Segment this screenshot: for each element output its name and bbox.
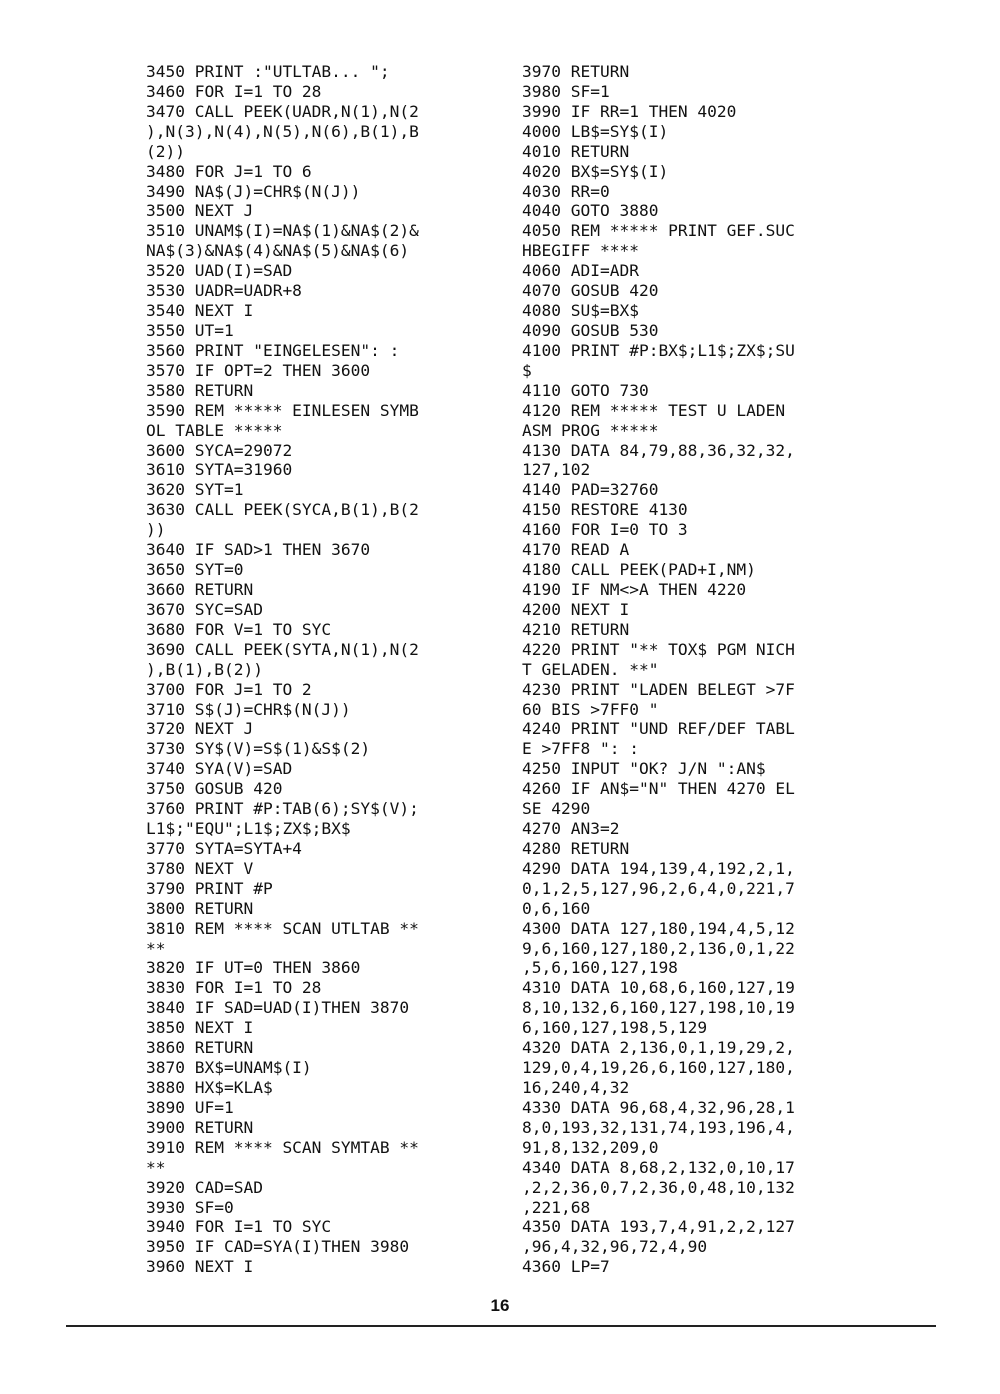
code-line: 3780 NEXT V xyxy=(146,858,254,878)
code-line: 4220 PRINT "** TOX$ PGM NICH xyxy=(522,639,795,659)
code-line: 8,10,132,6,160,127,198,10,19 xyxy=(522,998,795,1018)
code-line: ),B(1),B(2)) xyxy=(146,659,263,679)
code-line: 4010 RETURN xyxy=(522,141,630,161)
code-line: 60 BIS >7FF0 " xyxy=(522,699,659,719)
code-line: 3490 NA$(J)=CHR$(N(J)) xyxy=(146,181,361,201)
code-line: 3810 REM **** SCAN UTLTAB ** xyxy=(146,918,419,938)
code-line: (2)) xyxy=(146,141,185,161)
code-line: 3750 GOSUB 420 xyxy=(146,779,283,799)
code-line: 3550 UT=1 xyxy=(146,320,234,340)
code-line: ,221,68 xyxy=(522,1197,591,1217)
code-line: T GELADEN. **" xyxy=(522,659,659,679)
code-line: 3720 NEXT J xyxy=(146,719,254,739)
code-line: 3900 RETURN xyxy=(146,1117,254,1137)
code-line: 3520 UAD(I)=SAD xyxy=(146,261,293,281)
code-line: 4200 NEXT I xyxy=(522,599,630,619)
code-line: 3700 FOR J=1 TO 2 xyxy=(146,679,312,699)
code-line: 4340 DATA 8,68,2,132,0,10,17 xyxy=(522,1157,795,1177)
code-line: 3890 UF=1 xyxy=(146,1097,234,1117)
code-line: 3570 IF OPT=2 THEN 3600 xyxy=(146,360,371,380)
code-line: 4150 RESTORE 4130 xyxy=(522,500,688,520)
code-line: 3880 HX$=KLA$ xyxy=(146,1078,273,1098)
code-line: 91,8,132,209,0 xyxy=(522,1137,659,1157)
code-line: 3540 NEXT I xyxy=(146,301,254,321)
code-line: 3600 SYCA=29072 xyxy=(146,440,293,460)
code-line: 4110 GOTO 730 xyxy=(522,380,649,400)
code-line: 3530 UADR=UADR+8 xyxy=(146,281,302,301)
code-line: 3650 SYT=0 xyxy=(146,560,244,580)
code-line: ** xyxy=(146,1157,166,1177)
code-line: 3690 CALL PEEK(SYTA,N(1),N(2 xyxy=(146,639,419,659)
code-line: 4040 GOTO 3880 xyxy=(522,201,659,221)
code-line: 4120 REM ***** TEST U LADEN xyxy=(522,400,786,420)
code-line: 3860 RETURN xyxy=(146,1038,254,1058)
code-line: 4160 FOR I=0 TO 3 xyxy=(522,520,688,540)
page-number: 16 xyxy=(490,1296,510,1315)
code-column-right xyxy=(522,62,795,1277)
code-line: 3620 SYT=1 xyxy=(146,480,244,500)
code-line: 3970 RETURN xyxy=(522,62,630,81)
code-line: 4100 PRINT #P:BX$;L1$;ZX$;SU xyxy=(522,340,795,360)
code-line: 4320 DATA 2,136,0,1,19,29,2, xyxy=(522,1038,795,1058)
code-line: 3660 RETURN xyxy=(146,579,254,599)
code-line: 3500 NEXT J xyxy=(146,201,254,221)
code-line: 3590 REM ***** EINLESEN SYMB xyxy=(146,400,419,420)
footer-rule xyxy=(66,1325,936,1327)
code-line: 3840 IF SAD=UAD(I)THEN 3870 xyxy=(146,998,410,1018)
code-line: 4280 RETURN xyxy=(522,838,630,858)
code-line: 4300 DATA 127,180,194,4,5,12 xyxy=(522,918,795,938)
code-line: OL TABLE ***** xyxy=(146,420,283,440)
code-line: 3820 IF UT=0 THEN 3860 xyxy=(146,958,361,978)
code-line: 3850 NEXT I xyxy=(146,1018,254,1038)
code-line: 3450 PRINT :"UTLTAB... "; xyxy=(146,62,390,81)
code-line: 4030 RR=0 xyxy=(522,181,610,201)
code-line: NA$(3)&NA$(4)&NA$(5)&NA$(6) xyxy=(146,241,410,261)
code-line: 3610 SYTA=31960 xyxy=(146,460,293,480)
code-line: 4250 INPUT "OK? J/N ":AN$ xyxy=(522,759,766,779)
code-line: 9,6,160,127,180,2,136,0,1,22 xyxy=(522,938,795,958)
code-line: 3870 BX$=UNAM$(I) xyxy=(146,1058,312,1078)
code-line: 8,0,193,32,131,74,193,196,4, xyxy=(522,1117,795,1137)
code-line: 3770 SYTA=SYTA+4 xyxy=(146,838,302,858)
code-line: 3470 CALL PEEK(UADR,N(1),N(2 xyxy=(146,101,419,121)
code-line: 4050 REM ***** PRINT GEF.SUC xyxy=(522,221,795,241)
code-line: 4130 DATA 84,79,88,36,32,32, xyxy=(522,440,795,460)
code-line: ,96,4,32,96,72,4,90 xyxy=(522,1237,708,1257)
code-line: 3580 RETURN xyxy=(146,380,254,400)
code-line: 0,6,160 xyxy=(522,898,591,918)
code-line: 3930 SF=0 xyxy=(146,1197,234,1217)
code-line: 4330 DATA 96,68,4,32,96,28,1 xyxy=(522,1097,795,1117)
code-line: 3710 S$(J)=CHR$(N(J)) xyxy=(146,699,351,719)
code-line: 3640 IF SAD>1 THEN 3670 xyxy=(146,540,371,560)
code-line: 3740 SYA(V)=SAD xyxy=(146,759,293,779)
code-line: ,5,6,160,127,198 xyxy=(522,958,678,978)
code-line: 4020 BX$=SY$(I) xyxy=(522,161,669,181)
code-line: 4000 LB$=SY$(I) xyxy=(522,121,669,141)
code-line: L1$;"EQU";L1$;ZX$;BX$ xyxy=(146,819,351,839)
code-line: 4060 ADI=ADR xyxy=(522,261,639,281)
code-line: 3560 PRINT "EINGELESEN": : xyxy=(146,340,400,360)
code-line: SE 4290 xyxy=(522,799,591,819)
code-line: 3920 CAD=SAD xyxy=(146,1177,263,1197)
code-line: 4070 GOSUB 420 xyxy=(522,281,659,301)
code-line: 4290 DATA 194,139,4,192,2,1, xyxy=(522,858,795,878)
code-line: 4080 SU$=BX$ xyxy=(522,301,639,321)
code-line: 3680 FOR V=1 TO SYC xyxy=(146,619,332,639)
code-column-left xyxy=(146,62,419,1277)
code-line: 4190 IF NM<>A THEN 4220 xyxy=(522,579,747,599)
code-line: 4210 RETURN xyxy=(522,619,630,639)
code-line: E >7FF8 ": : xyxy=(522,739,639,759)
code-line: 3630 CALL PEEK(SYCA,B(1),B(2 xyxy=(146,500,419,520)
code-line: 127,102 xyxy=(522,460,591,480)
code-line: 16,240,4,32 xyxy=(522,1078,630,1098)
code-line: 0,1,2,5,127,96,2,6,4,0,221,7 xyxy=(522,878,795,898)
code-line: 4350 DATA 193,7,4,91,2,2,127 xyxy=(522,1217,795,1237)
code-line: 3910 REM **** SCAN SYMTAB ** xyxy=(146,1137,419,1157)
code-line: 3760 PRINT #P:TAB(6);SY$(V); xyxy=(146,799,419,819)
code-line: 3950 IF CAD=SYA(I)THEN 3980 xyxy=(146,1237,410,1257)
code-line: ,2,2,36,0,7,2,36,0,48,10,132 xyxy=(522,1177,795,1197)
code-line: 4240 PRINT "UND REF/DEF TABL xyxy=(522,719,795,739)
code-line: 3960 NEXT I xyxy=(146,1257,254,1277)
code-line: $ xyxy=(522,360,532,380)
code-line: 3980 SF=1 xyxy=(522,81,610,101)
code-line: 3830 FOR I=1 TO 28 xyxy=(146,978,322,998)
code-line: 3480 FOR J=1 TO 6 xyxy=(146,161,312,181)
code-line: 3730 SY$(V)=S$(1)&S$(2) xyxy=(146,739,371,759)
code-line: 4260 IF AN$="N" THEN 4270 EL xyxy=(522,779,795,799)
code-line: 4180 CALL PEEK(PAD+I,NM) xyxy=(522,560,756,580)
code-line: 4090 GOSUB 530 xyxy=(522,320,659,340)
code-line: 3670 SYC=SAD xyxy=(146,599,263,619)
code-line: ASM PROG ***** xyxy=(522,420,659,440)
code-line: 6,160,127,198,5,129 xyxy=(522,1018,708,1038)
code-line: 3510 UNAM$(I)=NA$(1)&NA$(2)& xyxy=(146,221,419,241)
code-line: HBEGIFF **** xyxy=(522,241,639,261)
code-line: 3790 PRINT #P xyxy=(146,878,273,898)
code-line: 3990 IF RR=1 THEN 4020 xyxy=(522,101,737,121)
code-line: 4230 PRINT "LADEN BELEGT >7F xyxy=(522,679,795,699)
code-line: 3460 FOR I=1 TO 28 xyxy=(146,81,322,101)
code-line: 3940 FOR I=1 TO SYC xyxy=(146,1217,332,1237)
code-line: 4360 LP=7 xyxy=(522,1257,610,1277)
code-line: 4270 AN3=2 xyxy=(522,819,620,839)
code-line: 4310 DATA 10,68,6,160,127,19 xyxy=(522,978,795,998)
code-line: ** xyxy=(146,938,166,958)
code-line: 3800 RETURN xyxy=(146,898,254,918)
code-line: 129,0,4,19,26,6,160,127,180, xyxy=(522,1058,795,1078)
code-line: ),N(3),N(4),N(5),N(6),B(1),B xyxy=(146,121,419,141)
code-line: 4140 PAD=32760 xyxy=(522,480,659,500)
code-line: 4170 READ A xyxy=(522,540,630,560)
code-line: )) xyxy=(146,520,166,540)
